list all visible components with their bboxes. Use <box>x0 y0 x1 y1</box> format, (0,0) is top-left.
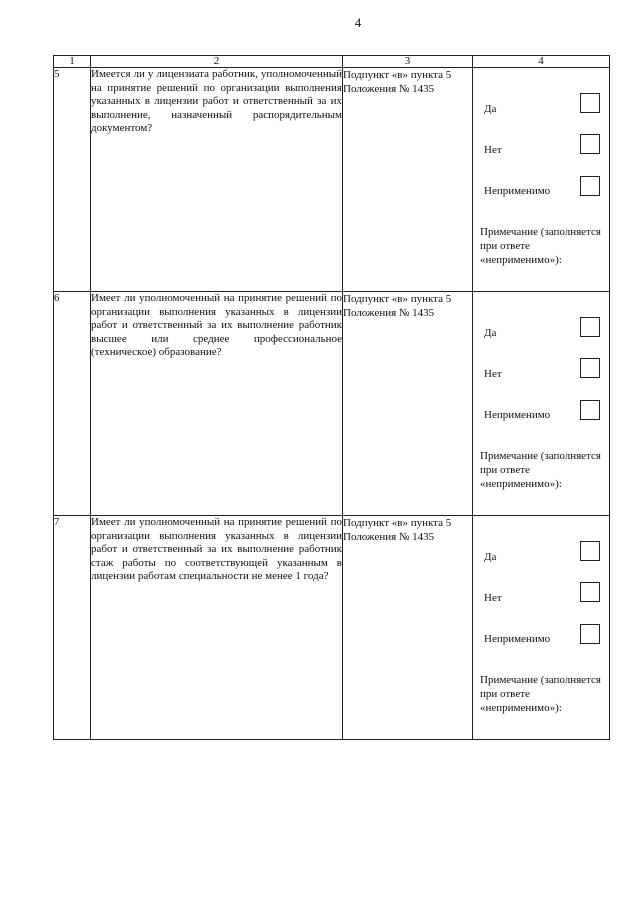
answer-not-applicable-checkbox[interactable] <box>580 176 600 196</box>
question-text: Имеет ли уполномоченный на принятие решений по организации выполнения указанных в лицензии работ и ответственный за их выполнение работник стаж работы по соответствующей указанным в лицензии работам специальности не менее 1 года? <box>91 516 342 582</box>
answer-yes-checkbox[interactable] <box>580 541 600 561</box>
answer-yes-checkbox[interactable] <box>580 93 600 113</box>
answer-yes-label: Да <box>484 103 497 115</box>
legal-basis-text: Подпункт «в» пункта 5 Положения № 1435 <box>343 69 452 95</box>
question-cell <box>91 292 343 516</box>
answer-not-applicable-checkbox[interactable] <box>580 400 600 420</box>
answer-not-applicable-label: Неприменимо <box>484 409 551 421</box>
note-text: Примечание (заполняется при ответе «неприменимо»): <box>480 674 601 714</box>
note-text: Примечание (заполняется при ответе «неприменимо»): <box>480 450 601 490</box>
answer-yes-label: Да <box>484 551 497 563</box>
answer-no-checkbox[interactable] <box>580 134 600 154</box>
answer-cell <box>473 516 610 740</box>
row-number: 6 <box>54 292 91 516</box>
table-row <box>54 292 610 516</box>
answer-yes-checkbox[interactable] <box>580 317 600 337</box>
question-text: Имеется ли у лицензиата работник, уполномоченный на принятие решений по организации выполнения указанных в лицензии работ и ответственный за их выполнение, назначенный распорядительным документом? <box>91 68 342 134</box>
note-text: Примечание (заполняется при ответе «неприменимо»): <box>480 226 601 266</box>
checklist-table <box>53 55 610 740</box>
legal-basis-cell <box>343 516 473 740</box>
answer-cell <box>473 292 610 516</box>
legal-basis-cell <box>343 68 473 292</box>
row-number: 5 <box>54 68 91 292</box>
answer-not-applicable-label: Неприменимо <box>484 185 551 197</box>
answer-not-applicable-label: Неприменимо <box>484 633 551 645</box>
header-col-3: 3 <box>343 56 473 68</box>
table-row <box>54 68 610 292</box>
legal-basis-text: Подпункт «в» пункта 5 Положения № 1435 <box>343 517 452 543</box>
answer-no-label: Нет <box>484 592 502 604</box>
page-number: 4 <box>354 15 362 30</box>
legal-basis-cell <box>343 292 473 516</box>
question-cell <box>91 68 343 292</box>
header-col-1: 1 <box>54 56 91 68</box>
answer-no-checkbox[interactable] <box>580 582 600 602</box>
question-cell <box>91 516 343 740</box>
answer-no-label: Нет <box>484 368 502 380</box>
answer-cell <box>473 68 610 292</box>
header-col-2: 2 <box>91 56 343 68</box>
answer-not-applicable-checkbox[interactable] <box>580 624 600 644</box>
header-col-4: 4 <box>473 56 610 68</box>
answer-no-checkbox[interactable] <box>580 358 600 378</box>
answer-yes-label: Да <box>484 327 497 339</box>
question-text: Имеет ли уполномоченный на принятие решений по организации выполнения указанных в лицензии работ и ответственный за их выполнение работник высшее или среднее профессиональное (техническое) образование? <box>91 292 342 358</box>
header-row <box>54 56 610 68</box>
answer-no-label: Нет <box>484 144 502 156</box>
row-number: 7 <box>54 516 91 740</box>
legal-basis-text: Подпункт «в» пункта 5 Положения № 1435 <box>343 293 452 319</box>
table-row <box>54 516 610 740</box>
